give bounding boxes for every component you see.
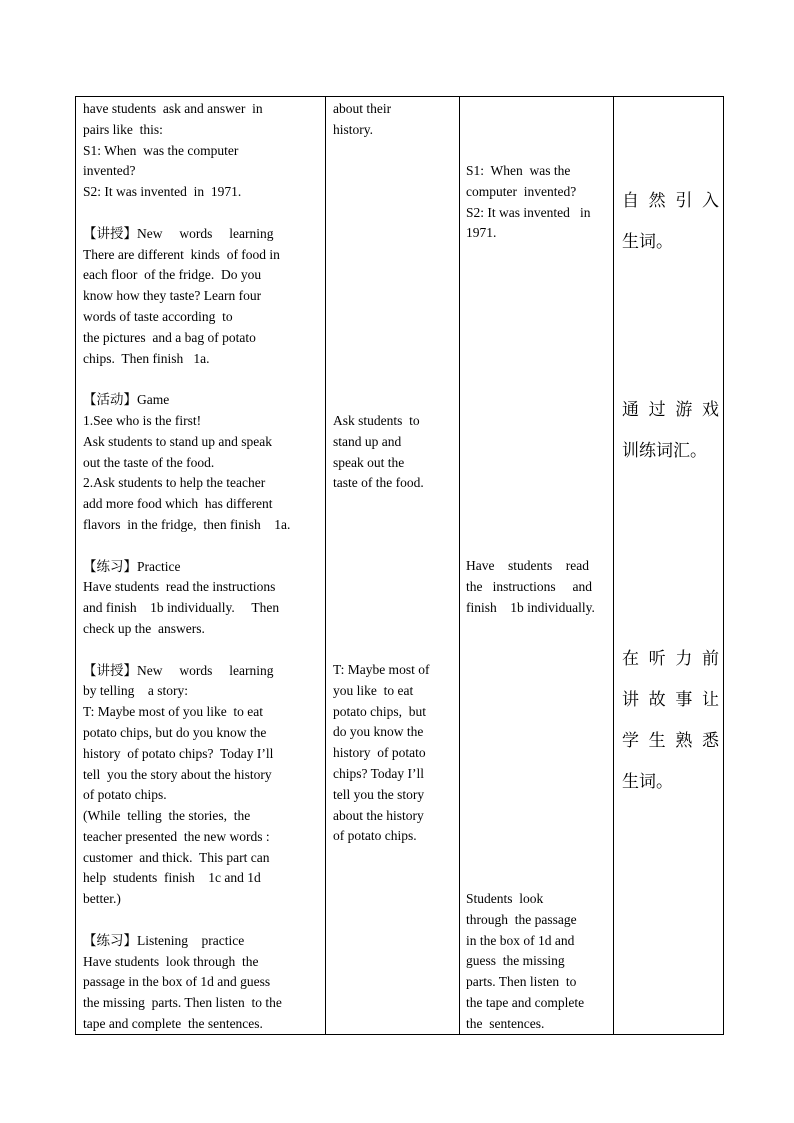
text-line: potato chips, but <box>333 703 426 719</box>
text-line: passage in the box of 1d and guess <box>83 974 271 990</box>
teacher-block-3 <box>333 660 453 847</box>
blank-line <box>83 536 319 557</box>
text-line: 自 然 引 入 <box>622 191 719 211</box>
text-line: about their <box>333 101 392 116</box>
text-line: 1971. <box>466 225 497 241</box>
purpose-cell <box>614 97 724 1035</box>
student-block-2 <box>466 556 607 618</box>
text-line: pairs like this: <box>83 121 163 137</box>
text-line: out the taste of the food. <box>83 454 215 470</box>
text-line: the pictures and a bag of potato <box>83 329 256 345</box>
blank-line <box>83 910 319 931</box>
text-line: S1: When was the <box>466 163 571 178</box>
text-line: 【练习】Listening practice <box>83 932 245 948</box>
teacher-activity-cell <box>326 97 460 1035</box>
text-line: chips? Today I’ll <box>333 765 425 781</box>
text-line: help students finish 1c and 1d <box>83 870 261 886</box>
teacher-activity-text <box>326 97 459 1032</box>
text-line: speak out the <box>333 454 405 470</box>
procedure-text <box>76 97 325 1034</box>
text-line: of potato chips. <box>333 828 417 844</box>
text-line: 2.Ask students to help the teacher <box>83 475 266 491</box>
student-block-3 <box>466 889 607 1035</box>
text-line: S1: When was the computer <box>83 142 239 158</box>
text-line: flavors in the fridge, then finish 1a. <box>83 516 291 532</box>
text-line: computer invented? <box>466 183 577 199</box>
text-line: and finish 1b individually. Then <box>83 600 280 616</box>
student-activity-text <box>460 97 613 1032</box>
purpose-text <box>614 97 723 1032</box>
purpose-block-1 <box>622 181 719 263</box>
teacher-block-1 <box>333 99 453 141</box>
text-line: history. <box>333 121 373 137</box>
text-line: each floor of the fridge. Do you <box>83 267 262 283</box>
blank-line <box>83 640 319 661</box>
table-row <box>76 97 724 1035</box>
text-line: 生词。 <box>622 772 673 792</box>
text-line: (While telling the stories, the <box>83 808 251 824</box>
text-line: S2: It was invented in 1971. <box>83 184 242 200</box>
procedure-cell <box>76 97 326 1035</box>
text-line: 学 生 熟 悉 <box>622 731 719 751</box>
text-line: chips. Then finish 1a. <box>83 350 210 366</box>
text-line: 讲 故 事 让 <box>622 690 719 710</box>
text-line: know how they taste? Learn four <box>83 288 262 304</box>
student-activity-cell <box>460 97 614 1035</box>
text-line: stand up and <box>333 433 402 449</box>
student-block-1 <box>466 161 607 244</box>
text-line: Have students read <box>466 558 589 573</box>
text-line: the missing parts. Then listen to the <box>83 995 282 1011</box>
text-line: do you know the <box>333 724 424 740</box>
text-line: T: Maybe most of you like to eat <box>83 704 264 720</box>
text-line: T: Maybe most of <box>333 662 430 677</box>
text-line: you like to eat <box>333 682 414 698</box>
text-line: 【活动】Game <box>83 392 170 408</box>
text-line: 1.See who is the first! <box>83 412 202 428</box>
text-line: teacher presented the new words : <box>83 828 270 844</box>
text-line: tape and complete the sentences. <box>83 1016 263 1032</box>
text-line: There are different kinds of food in <box>83 246 280 262</box>
purpose-block-3 <box>622 639 719 803</box>
text-line: invented? <box>83 163 136 179</box>
text-line: by telling a story: <box>83 683 188 699</box>
text-line: have students ask and answer in <box>83 101 263 116</box>
text-line: better.) <box>83 891 121 907</box>
text-line: of potato chips. <box>83 787 167 803</box>
blank-line <box>83 369 319 390</box>
text-line: 训练词汇。 <box>622 441 707 461</box>
text-line: finish 1b individually. <box>466 599 595 615</box>
text-line: Have students look through the <box>83 953 259 969</box>
text-line: add more food which has different <box>83 496 273 512</box>
text-line: words of taste according to <box>83 308 233 324</box>
text-line: about the history <box>333 807 424 823</box>
text-line: Have students read the instructions <box>83 579 276 595</box>
text-line: tell you the story <box>333 786 425 802</box>
text-line: tell you the story about the history <box>83 766 272 782</box>
lesson-plan-table <box>75 96 724 1035</box>
text-line: 通 过 游 戏 <box>622 400 719 420</box>
text-line: the instructions and <box>466 578 592 594</box>
text-line: the tape and complete <box>466 994 585 1010</box>
text-line: in the box of 1d and <box>466 932 575 948</box>
text-line: Students look <box>466 891 544 906</box>
text-line: 【讲授】New words learning <box>83 225 274 241</box>
text-line: taste of the food. <box>333 475 424 491</box>
text-line: customer and thick. This part can <box>83 849 270 865</box>
purpose-block-2 <box>622 390 719 472</box>
text-line: parts. Then listen to <box>466 974 577 990</box>
text-line: Ask students to stand up and speak <box>83 433 272 449</box>
text-line: 生词。 <box>622 232 673 252</box>
text-line: history of potato chips? Today I’ll <box>83 745 274 761</box>
text-line: potato chips, but do you know the <box>83 724 267 740</box>
text-line: guess the missing <box>466 953 565 969</box>
teacher-block-2 <box>333 411 453 494</box>
text-line: 【练习】Practice <box>83 558 181 574</box>
text-line: 在 听 力 前 <box>622 649 719 669</box>
text-line: the sentences. <box>466 1015 545 1031</box>
text-line: 【讲授】New words learning <box>83 662 274 678</box>
text-line: check up the answers. <box>83 620 205 636</box>
text-line: Ask students to <box>333 413 420 428</box>
text-line: through the passage <box>466 911 577 927</box>
blank-line <box>83 203 319 224</box>
text-line: history of potato <box>333 745 426 761</box>
text-line: S2: It was invented in <box>466 204 591 220</box>
